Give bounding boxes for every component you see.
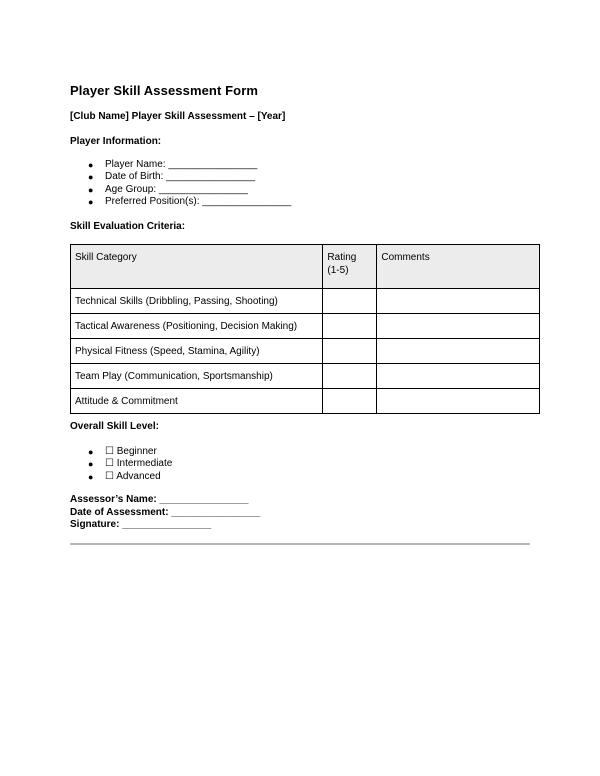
bullet-icon: ● [88,184,94,195]
age-group-field: Age Group: ________________ [105,183,248,195]
player-name-field: Player Name: ________________ [105,159,258,170]
list-item [70,184,291,196]
skill-category-cell: Attitude & Commitment [71,389,323,414]
overall-skill-heading: Overall Skill Level: [70,421,159,432]
horizontal-divider [70,543,530,545]
table-row [71,314,540,339]
rating-cell [323,314,377,339]
comments-cell [377,314,540,339]
skill-category-cell: Team Play (Communication, Sportsmanship) [71,364,323,389]
bullet-icon: ● [88,471,94,482]
signature-field: Signature: ________________ [70,519,212,530]
preferred-position-field: Preferred Position(s): ________________ [105,195,292,207]
bullet-icon: ● [88,172,94,183]
skill-category-cell: Technical Skills (Dribbling, Passing, Shooting) [71,289,323,314]
skill-table [70,244,540,414]
date-of-birth-field: Date of Birth: ________________ [105,171,256,183]
header-skill-category: Skill Category [71,245,323,289]
table-row [71,364,540,389]
form-subtitle: [Club Name] Player Skill Assessment – [Year] [70,111,286,122]
list-item [70,171,291,183]
player-info-list [70,159,291,208]
table-row [71,339,540,364]
rating-cell [323,289,377,314]
player-info-heading: Player Information: [70,136,162,147]
bullet-icon: ● [88,160,94,170]
rating-cell [323,389,377,414]
comments-cell [377,289,540,314]
bullet-icon: ● [88,196,94,207]
rating-cell [323,364,377,389]
comments-cell [377,339,540,364]
list-item [70,446,172,458]
skill-category-cell: Physical Fitness (Speed, Stamina, Agility) [71,339,323,364]
list-item [70,159,291,171]
rating-cell [323,339,377,364]
bullet-icon: ● [88,459,94,470]
criteria-heading: Skill Evaluation Criteria: [70,221,186,232]
option-beginner: ☐ Beginner [105,446,157,457]
table-header-row [71,245,540,289]
comments-cell [377,364,540,389]
list-item [70,471,172,483]
skill-category-cell: Tactical Awareness (Positioning, Decision Making) [71,314,323,339]
list-item [70,458,172,470]
overall-skill-list [70,446,172,483]
list-item [70,196,291,208]
header-rating: Rating (1-5) [323,245,377,289]
table-row [71,289,540,314]
comments-cell [377,389,540,414]
assessment-date-field: Date of Assessment: ________________ [70,507,261,518]
table-row [71,389,540,414]
form-title: Player Skill Assessment Form [70,83,259,98]
option-intermediate: ☐ Intermediate [105,458,173,470]
header-comments: Comments [377,245,540,289]
assessor-name-field: Assessor’s Name: ________________ [70,494,249,505]
option-advanced: ☐ Advanced [105,470,161,482]
bullet-icon: ● [88,447,94,457]
